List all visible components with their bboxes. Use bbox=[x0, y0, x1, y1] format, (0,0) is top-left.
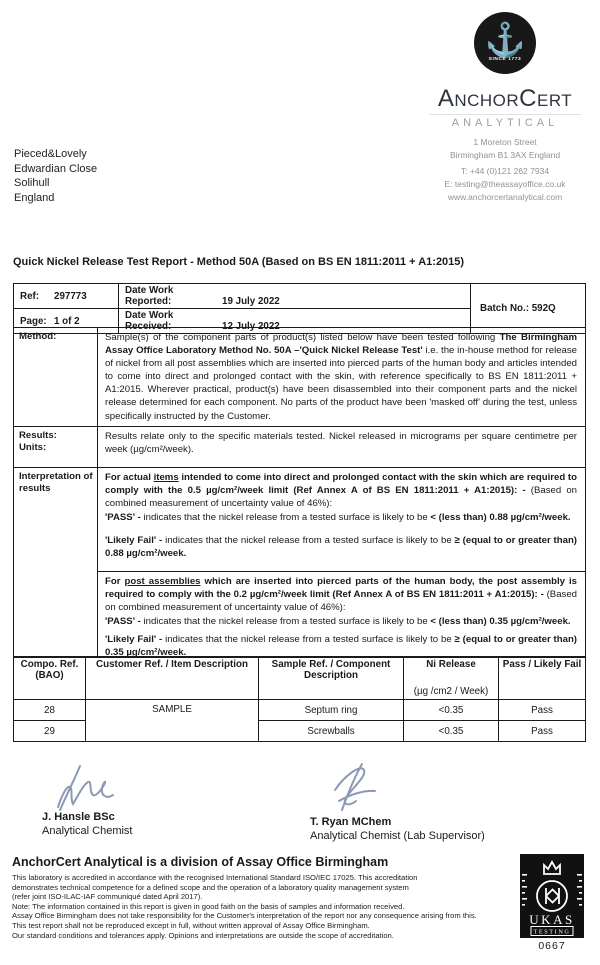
recipient-line: Edwardian Close bbox=[14, 162, 98, 175]
interp-text: indicates that the nickel release from a tested surface is likely to be bbox=[162, 634, 455, 646]
compo-ref-value: 28 bbox=[14, 700, 86, 721]
pass-fail-value: Pass bbox=[499, 721, 586, 742]
interp-text: < (less than) 0.35 µg/cm²/week. bbox=[430, 615, 571, 627]
pass-definition: 'PASS' - bbox=[105, 615, 141, 627]
pass-definition: 'PASS' - bbox=[105, 511, 141, 523]
report-title: Quick Nickel Release Test Report - Method 50A (Based on BS EN 1811:2011 + A1:2015) bbox=[13, 256, 465, 268]
method-table bbox=[13, 327, 586, 658]
results-label: Results: bbox=[19, 429, 57, 441]
ref-cell bbox=[14, 284, 119, 309]
report-body bbox=[13, 327, 585, 742]
recipient-line: Pieced&Lovely bbox=[14, 148, 87, 160]
sample-ref-value: Screwballs bbox=[259, 721, 404, 742]
ukas-sub: TESTING bbox=[533, 928, 571, 936]
signature-right bbox=[310, 756, 400, 818]
ni-release-value: <0.35 bbox=[404, 700, 499, 721]
interp-text: indicates that the nickel release from a tested surface is likely to be bbox=[140, 511, 431, 523]
interp-text: For bbox=[105, 575, 125, 587]
signatory-role: Analytical Chemist bbox=[42, 825, 133, 837]
interp-text: (Based on combined measurement of uncertainty value of 46%): bbox=[105, 484, 578, 509]
results-table bbox=[13, 656, 586, 742]
interpretation-posts-block bbox=[98, 571, 585, 657]
brand-address-line: 1 Moreton Street bbox=[473, 137, 537, 147]
interp-text: ≥ (equal to or greater than) 0.35 µg/cm²/week. bbox=[105, 634, 578, 659]
anchor-icon: ⚓ bbox=[484, 20, 526, 58]
recipient-line: England bbox=[14, 191, 55, 204]
fine-print-line: (refer joint ISO-ILAC-IAF communiqué dated April 2017). bbox=[12, 892, 203, 902]
results-units-row bbox=[14, 426, 586, 467]
signatory-name: T. Ryan MChem bbox=[310, 816, 392, 828]
method-row bbox=[14, 328, 586, 427]
method-label: Method: bbox=[14, 328, 98, 427]
recipient-line: Solihull bbox=[14, 177, 50, 189]
results-units-label bbox=[14, 426, 98, 467]
method-text-cell bbox=[98, 328, 586, 427]
brand-contact-block bbox=[405, 136, 600, 204]
interp-text: (Based on combined measurement of uncertainty value of 46%): bbox=[105, 588, 577, 613]
recipient-address bbox=[14, 147, 97, 205]
fine-print-line: Assay Office Birmingham does not take responsibility for the Customer's interpretation of the report nor any consequence arising from this. bbox=[12, 911, 477, 921]
signatory-role: Analytical Chemist (Lab Supervisor) bbox=[310, 830, 485, 842]
method-text: Sample(s) of the component parts of product(s) listed below have been tested following bbox=[105, 332, 500, 343]
ref-value: 297773 bbox=[54, 290, 87, 302]
results-units-text: Results relate only to the specific materials tested. Nickel released in micrograms per square centimetre per week (µg/cm²/week). bbox=[105, 430, 577, 455]
interpretation-label: Interpretation of results bbox=[14, 467, 98, 657]
logo-since-text: SINCE 1773 bbox=[488, 56, 522, 62]
brand-website: www.anchorcertanalytical.com bbox=[447, 192, 563, 202]
anchorcert-logo bbox=[474, 12, 536, 74]
interpretation-items-block bbox=[98, 468, 585, 571]
ni-release-value: <0.35 bbox=[404, 721, 499, 742]
interp-text: which are inserted into pierced parts of the human body, the post assembly is required to comply with the 0.2 µg/cm²/week limit (Ref Annex A of BS EN 1811:2011 + A1:2015): - bbox=[105, 575, 578, 600]
header-sample-ref: Sample Ref. / Component Description bbox=[259, 657, 404, 700]
interp-text: < (less than) 0.88 µg/cm²/week. bbox=[430, 511, 571, 523]
results-table-header bbox=[14, 657, 586, 700]
date-received-value: 12 July 2022 bbox=[222, 321, 280, 332]
ukas-name: UKAS bbox=[529, 912, 575, 927]
fine-print-line: Our standard conditions and tolerances apply. Opinions and interpretations are outside the scope of accreditation. bbox=[12, 930, 394, 940]
ref-label: Ref: bbox=[20, 290, 40, 302]
ukas-accreditation-number: 0667 bbox=[538, 940, 566, 952]
letterhead bbox=[405, 12, 600, 204]
table-row bbox=[14, 284, 586, 309]
method-text-bold: The Birmingham Assay Office Laboratory Method No. 50A –'Quick Nickel Release Test' bbox=[105, 332, 577, 357]
signatory-left bbox=[42, 810, 132, 837]
brand-email: E: testing@theassayoffice.co.uk bbox=[444, 179, 566, 189]
interpretation-cell bbox=[98, 467, 586, 657]
footer-heading: AnchorCert Analytical is a division of Assay Office Birmingham bbox=[12, 855, 389, 869]
method-text: i.e. the in-house method for release of nickel from all post assemblies which are inserted into pierced parts of the human body and articles intended to come into direct and prolonged contact with the skin, with reference specifically to BS EN 1811:2011 + A1:2015. Wherever practical, product(s) have been disassembled into their component parts and the nickel release determined for each component. No parts of the product have been 'masked off' during the test, unless specifically instructed by the Customer. bbox=[105, 345, 578, 422]
sample-ref-value: Septum ring bbox=[259, 700, 404, 721]
table-row bbox=[14, 700, 586, 721]
interp-text-underlined: post assemblies bbox=[124, 575, 201, 587]
date-reported-value: 19 July 2022 bbox=[222, 296, 280, 307]
date-received-label: Date Work Received: bbox=[125, 310, 174, 332]
brand-subname: ANALYTICAL bbox=[451, 117, 559, 129]
brand-name: AnchorCert bbox=[437, 85, 573, 112]
page-value: 1 of 2 bbox=[54, 315, 80, 327]
pass-fail-value: Pass bbox=[499, 700, 586, 721]
brand-address-line: Birmingham B1 3AX England bbox=[449, 150, 561, 160]
date-reported-cell bbox=[119, 284, 471, 309]
page-label: Page: bbox=[20, 315, 47, 327]
interp-text: For actual bbox=[105, 471, 154, 483]
fine-print-line: Note: The information contained in this report is given in good faith on the basis of samples and information received. bbox=[12, 901, 405, 911]
compo-ref-value: 29 bbox=[14, 721, 86, 742]
fine-print-line: This test report shall not be reproduced except in full, without written approval of Assay Office Birmingham. bbox=[12, 920, 370, 930]
interp-text-underlined: items bbox=[153, 471, 179, 483]
header-ni-release: Ni Release (µg /cm2 / Week) bbox=[404, 657, 499, 700]
interp-text: intended to come into direct and prolonged contact with the skin which are required to comply with the 0.5 µg/cm²/week limit (Ref Annex A of BS EN 1811:2011 + A1:2015): - bbox=[105, 471, 577, 496]
brand-phone: T: +44 (0)121 262 7934 bbox=[460, 166, 550, 176]
signatory-right bbox=[310, 815, 485, 842]
brand-divider bbox=[429, 114, 581, 115]
header-pass-fail: Pass / Likely Fail bbox=[499, 657, 586, 700]
interpretation-row bbox=[14, 467, 586, 657]
fine-print-line: This laboratory is accredited in accordance with the recognised International Standard ISO/IEC 17025. This accreditation bbox=[12, 873, 418, 882]
units-label: Units: bbox=[19, 442, 47, 454]
signatory-name: J. Hansle BSc bbox=[42, 811, 115, 823]
interp-text: ≥ (equal to or greater than) 0.88 µg/cm²/week. bbox=[105, 535, 578, 560]
results-units-cell bbox=[98, 426, 586, 467]
footer-fine-print bbox=[12, 873, 517, 940]
customer-ref-value: SAMPLE bbox=[86, 700, 259, 742]
interp-text: indicates that the nickel release from a tested surface is likely to be bbox=[140, 615, 431, 627]
ukas-testing-logo bbox=[520, 854, 584, 938]
date-reported-label: Date Work Reported: bbox=[125, 285, 174, 307]
header-compo-ref: Compo. Ref. (BAO) bbox=[14, 657, 86, 700]
fail-definition: 'Likely Fail' - bbox=[105, 634, 163, 646]
batch-number: Batch No.: 592Q bbox=[471, 284, 586, 334]
fine-print-line: demonstrates technical competence for a defined scope and the operation of a laboratory quality management system bbox=[12, 882, 409, 892]
fail-definition: 'Likely Fail' - bbox=[105, 535, 163, 547]
header-customer-ref: Customer Ref. / Item Description bbox=[86, 657, 259, 700]
interp-text: indicates that the nickel release from a tested surface is likely to be bbox=[162, 535, 455, 547]
